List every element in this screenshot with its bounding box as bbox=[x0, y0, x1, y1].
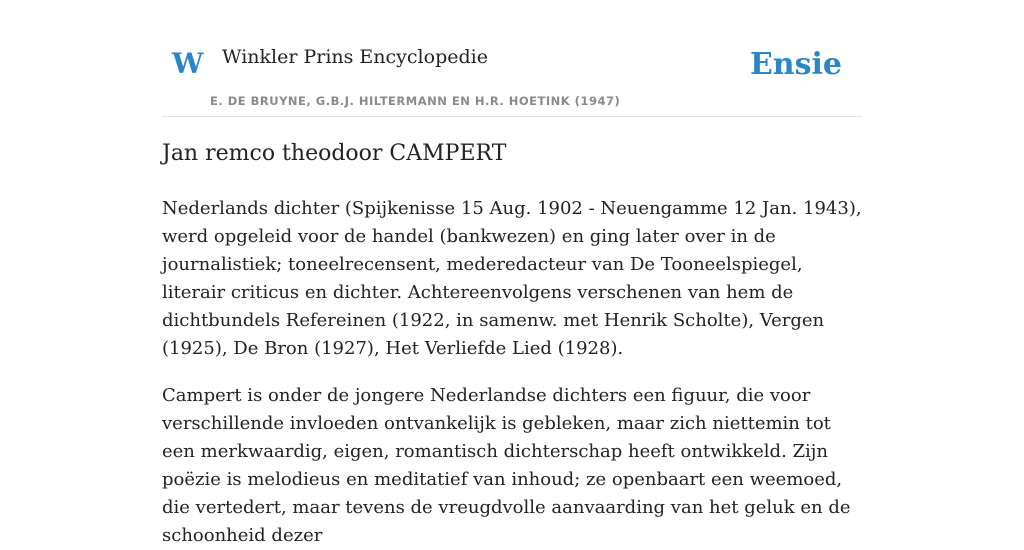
source-title[interactable]: Winkler Prins Encyclopedie bbox=[222, 46, 488, 68]
source-header bbox=[162, 0, 862, 117]
ensie-brand-logo[interactable]: Ensie bbox=[749, 47, 842, 82]
winkler-prins-logo[interactable]: W bbox=[172, 47, 204, 80]
article-paragraph-2: Campert is onder de jongere Nederlandse dichters een figuur, die voor verschillende invloeden ontvankelijk is gebleken, maar zich niettemin tot een merkwaardig, eigen, romantisch dichterschap heeft ontwikkeld. Zijn poëzie is melodieus en meditatief van inhoud; ze openbaart een weemoed, die vertedert, maar tevens de vreugdvolle aanvaarding van het geluk en de schoonheid dezer bbox=[162, 384, 851, 546]
article-content bbox=[162, 140, 862, 550]
source-authors: E. DE BRUYNE, G.B.J. HILTERMANN EN H.R. HOETINK (1947) bbox=[210, 94, 621, 108]
article-paragraph-1: Nederlands dichter (Spijkenisse 15 Aug. 1902 - Neuengamme 12 Jan. 1943), werd opgeleid voor de handel (bankwezen) en ging later over in de journalistiek; toneelrecensent, mederedacteur van De Tooneelspiegel, literair criticus en dichter. Achtereenvolgens verschenen van hem de dichtbundels Refereinen (1922, in samenw. met Henrik Scholte), Vergen (1925), De Bron (1927), Het Verliefde Lied (1928). bbox=[162, 197, 862, 359]
article-title: Jan remco theodoor CAMPERT bbox=[162, 141, 507, 166]
